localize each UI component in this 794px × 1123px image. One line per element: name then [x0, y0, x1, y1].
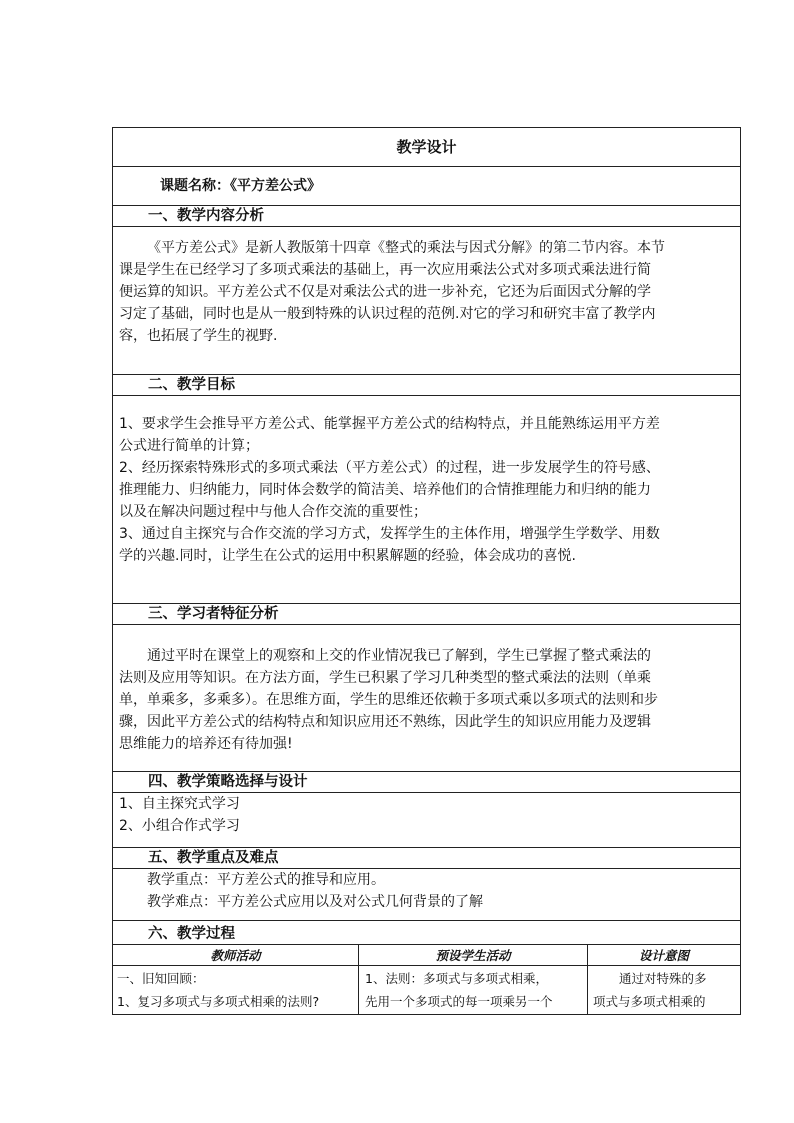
paragraph-line: 《平方差公式》是新人教版第十四章《整式的乘法与因式分解》的第二节内容。本节 — [147, 240, 665, 256]
lesson-plan-table — [112, 127, 741, 1015]
section-body-learner-analysis — [113, 625, 740, 772]
column-header-teacher: 教师活动 — [113, 945, 358, 966]
paragraph-line: 以及在解决问题过程中与他人合作交流的重要性； — [119, 504, 427, 520]
paragraph-line: 3、通过自主探究与合作交流的学习方式，发挥学生的主体作用，增强学生学数学、用数 — [119, 526, 660, 542]
page-title: 教学设计 — [113, 128, 740, 167]
list-item: 1、自主探究式学习 — [119, 796, 240, 812]
section-heading-process: 六、教学过程 — [113, 924, 740, 945]
paragraph-line: 公式进行简单的计算； — [119, 438, 259, 454]
process-table — [113, 945, 740, 1014]
column-header-intent: 设计意图 — [588, 945, 740, 966]
course-name: 课题名称：《平方差公式》 — [113, 167, 740, 206]
paragraph-line: 通过平时在课堂上的观察和上交的作业情况我已了解到，学生已掌握了整式乘法的 — [147, 648, 651, 664]
paragraph-line: 学的兴趣.同时，让学生在公式的运用中积累解题的经验，体会成功的喜悦. — [119, 548, 576, 564]
section-heading-key-points: 五、教学重点及难点 — [113, 848, 740, 869]
cell-line: 1、法则：多项式与多项式相乘， — [365, 971, 548, 986]
paragraph-line: 单，单乘多，多乘多）。在思维方面，学生的思维还依赖于多项式乘以多项式的法则和步 — [119, 692, 658, 708]
section-body-content-analysis — [113, 227, 740, 375]
section-body-objectives — [113, 396, 740, 604]
section-body-strategy — [113, 793, 740, 848]
teacher-activity-cell — [117, 967, 357, 1013]
section-heading-learner-analysis: 三、学习者特征分析 — [113, 604, 740, 625]
section-heading-content-analysis: 一、教学内容分析 — [113, 206, 740, 227]
paragraph-line: 习定了基础，同时也是从一般到特殊的认识过程的范例.对它的学习和研究丰富了教学内 — [119, 306, 656, 322]
paragraph-line: 容，也拓展了学生的视野. — [119, 328, 278, 344]
paragraph-line: 骤，因此平方差公式的结构特点和知识应用还不熟练，因此学生的知识应用能力及逻辑 — [119, 714, 651, 730]
column-header-student: 预设学生活动 — [359, 945, 587, 966]
paragraph-line: 2、经历探索特殊形式的多项式乘法（平方差公式）的过程，进一步发展学生的符号感、 — [119, 460, 660, 476]
section-body-key-points — [113, 869, 740, 921]
design-intent-cell — [593, 967, 738, 1013]
list-item: 2、小组合作式学习 — [119, 818, 240, 834]
list-item: 教学难点：平方差公式应用以及对公式几何背景的了解 — [147, 894, 483, 910]
student-activity-cell — [365, 967, 587, 1013]
paragraph-line: 便运算的知识。平方差公式不仅是对乘法公式的进一步补充，它还为后面因式分解的学 — [119, 284, 651, 300]
list-item: 教学重点：平方差公式的推导和应用。 — [147, 872, 385, 888]
cell-line: 项式与多项式相乘的 — [593, 994, 706, 1009]
paragraph-line: 法则及应用等知识。在方法方面，学生已积累了学习几种类型的整式乘法的法则（单乘 — [119, 670, 651, 686]
section-heading-objectives: 二、教学目标 — [113, 375, 740, 396]
cell-line: 1、复习多项式与多项式相乘的法则? — [117, 994, 320, 1009]
paragraph-line: 思维能力的培养还有待加强! — [119, 736, 293, 752]
cell-line: 通过对特殊的多 — [619, 971, 707, 986]
cell-line: 一、旧知回顾： — [117, 971, 205, 986]
paragraph-line: 推理能力、归纳能力，同时体会数学的简洁美、培养他们的合情推理能力和归纳的能力 — [119, 482, 651, 498]
section-heading-strategy: 四、教学策略选择与设计 — [113, 772, 740, 793]
paragraph-line: 1、要求学生会推导平方差公式、能掌握平方差公式的结构特点，并且能熟练运用平方差 — [119, 416, 660, 432]
cell-line: 先用一个多项式的每一项乘另一个 — [365, 994, 553, 1009]
paragraph-line: 课是学生在已经学习了多项式乘法的基础上，再一次应用乘法公式对多项式乘法进行简 — [119, 262, 651, 278]
